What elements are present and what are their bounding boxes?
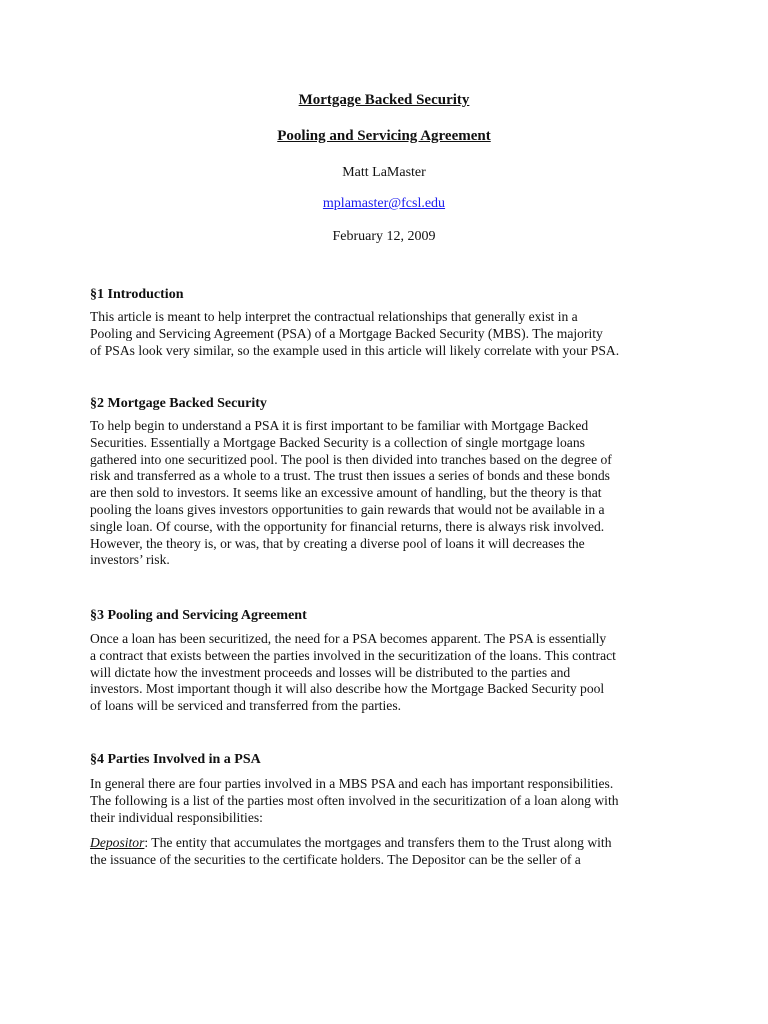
paragraph-line: investors. Most important though it will also describe how the Mortgage Backed Security pool (90, 681, 605, 697)
author-name: Matt LaMaster (342, 165, 426, 180)
paragraph-line: are then sold to investors. It seems like an excessive amount of handling, but the theory is that (90, 485, 602, 501)
paragraph-line: investors’ risk. (90, 552, 170, 568)
paragraph-line: Once a loan has been securitized, the need for a PSA becomes apparent. The PSA is essentially (90, 631, 607, 646)
paragraph-line: To help begin to understand a PSA it is first important to be familiar with Mortgage Backed (90, 418, 589, 433)
definition-line: the issuance of the securities to the certificate holders. The Depositor can be the seller of a (90, 851, 581, 867)
depositor-text: : The entity that accumulates the mortgages and transfers them to the Trust along with (144, 835, 612, 850)
depositor-definition (90, 835, 690, 869)
section-4-heading: §4 Parties Involved in a PSA (90, 752, 261, 767)
section-2-heading: §2 Mortgage Backed Security (90, 396, 267, 411)
paragraph-line: In general there are four parties involved in a MBS PSA and each has important responsibilities. (90, 776, 614, 791)
email-line (0, 195, 768, 212)
definition-line (90, 835, 690, 852)
section-1-paragraph (90, 309, 690, 359)
author-email-link[interactable]: mplamaster@fcsl.edu (322, 196, 446, 211)
section-4-paragraph (90, 776, 690, 826)
section-3-heading: §3 Pooling and Servicing Agreement (90, 608, 307, 623)
paragraph-line: Securities. Essentially a Mortgage Backed Security is a collection of single mortgage loans (90, 434, 585, 450)
section-3-paragraph (90, 631, 690, 715)
paragraph-line: The following is a list of the parties most often involved in the securitization of a loan along with (90, 792, 619, 808)
paragraph-line: However, the theory is, or was, that by creating a diverse pool of loans it will decreases the (90, 535, 585, 551)
paragraph-line: their individual responsibilities: (90, 809, 263, 825)
paragraph-line: will dictate how the investment proceeds and losses will be distributed to the parties and (90, 664, 571, 680)
paragraph-line: pooling the loans gives investors opportunities to gain rewards that would not be available in a (90, 501, 605, 517)
paragraph-line: of loans will be serviced and transferred from the parties. (90, 698, 402, 714)
paragraph-line: a contract that exists between the parties involved in the securitization of the loans. This contract (90, 647, 616, 663)
document-subtitle: Pooling and Servicing Agreement (277, 128, 491, 144)
section-2-paragraph (90, 418, 690, 569)
depositor-term: Depositor (90, 835, 145, 850)
document-date: February 12, 2009 (332, 229, 436, 244)
paragraph-line: single loan. Of course, with the opportunity for financial returns, there is always risk involved. (90, 518, 605, 534)
paragraph-line: Pooling and Servicing Agreement (PSA) of a Mortgage Backed Security (MBS). The majority (90, 325, 603, 341)
document-title: Mortgage Backed Security (298, 92, 470, 108)
paragraph-line: This article is meant to help interpret the contractual relationships that generally exist in a (90, 309, 578, 324)
paragraph-line: of PSAs look very similar, so the example used in this article will likely correlate with your PSA. (90, 342, 620, 358)
section-1-heading: §1 Introduction (90, 287, 184, 302)
paragraph-line: risk and transferred as a whole to a trust. The trust then issues a series of bonds and these bonds (90, 468, 610, 484)
paragraph-line: gathered into one securitized pool. The pool is then divided into tranches based on the degree of (90, 451, 612, 467)
